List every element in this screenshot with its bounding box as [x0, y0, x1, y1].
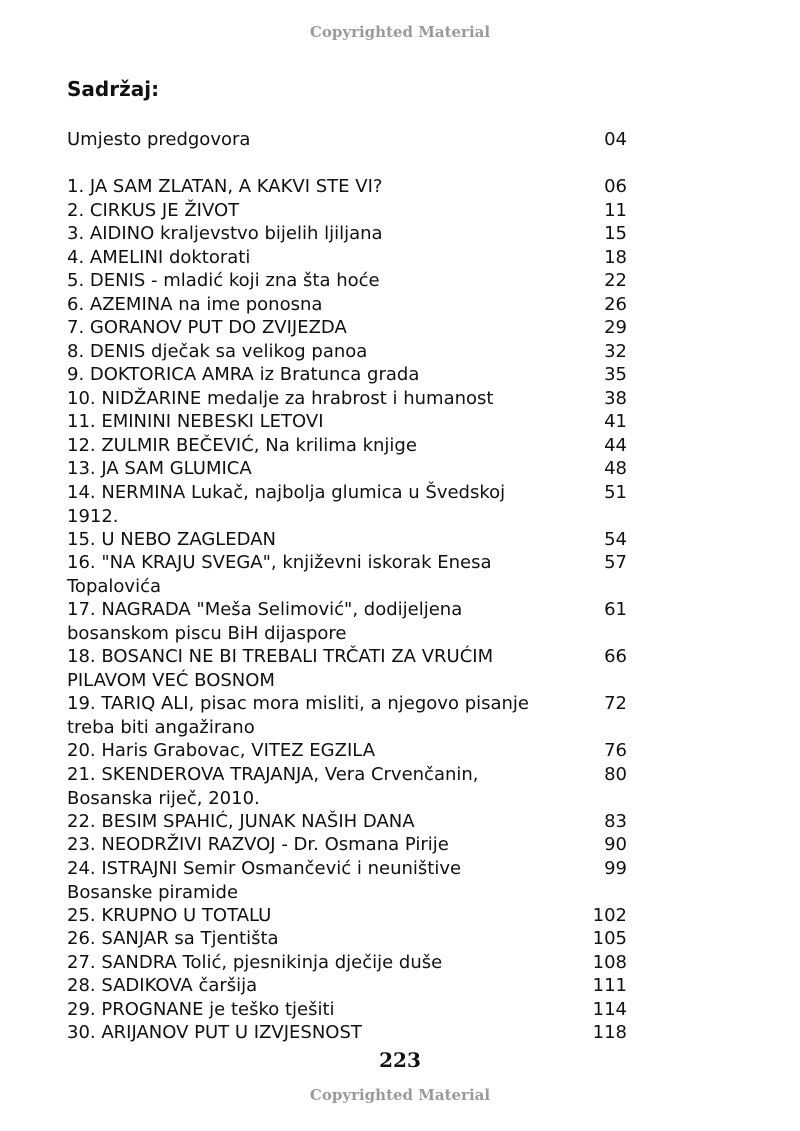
toc-entry — [67, 951, 627, 975]
toc-entry-page: 54 — [604, 529, 627, 550]
toc-entry-title: 20. Haris Grabovac, VITEZ EGZILA — [67, 740, 376, 761]
toc-entry-title: 4. AMELINI doktorati — [67, 247, 251, 268]
toc-entry-title: 13. JA SAM GLUMICA — [67, 458, 252, 479]
toc-entry-title: 8. DENIS dječak sa velikog panoa — [67, 341, 368, 362]
toc-entry-page: 83 — [604, 811, 627, 832]
toc-entry-title: 10. NIDŽARINE medalje za hrabrost i humanost — [67, 388, 494, 409]
toc-entry-title: 15. U NEBO ZAGLEDAN — [67, 529, 277, 550]
toc-entry-title: 28. SADIKOVA čaršija — [67, 975, 258, 996]
toc-entry-title: 25. KRUPNO U TOTALU — [67, 905, 272, 926]
toc-entry — [67, 739, 627, 763]
toc-entry — [67, 246, 627, 270]
toc-entry-page: 118 — [592, 1022, 627, 1043]
toc-entry — [67, 857, 627, 904]
toc-entry-page: 51 — [604, 482, 627, 503]
toc-entry-title: 5. DENIS - mladić koji zna šta hoće — [67, 270, 380, 291]
toc-entry-title: 1. JA SAM ZLATAN, A KAKVI STE VI? — [67, 176, 383, 197]
toc-entry-page: 32 — [604, 341, 627, 362]
toc-entry — [67, 410, 627, 434]
toc-entry-title: 11. EMININI NEBESKI LETOVI — [67, 411, 324, 432]
toc-entry-title: 26. SANJAR sa Tjentišta — [67, 928, 279, 949]
toc-entry-title: 14. NERMINA Lukač, najbolja glumica u Švedskoj 1912. — [67, 482, 506, 527]
toc-entry — [67, 340, 627, 364]
toc-entry-page: 06 — [604, 176, 627, 197]
toc-entry — [67, 293, 627, 317]
toc-entry — [67, 316, 627, 340]
toc-heading: Sadržaj: — [67, 77, 160, 101]
toc-entry — [67, 222, 627, 246]
toc-entry-page: 11 — [604, 200, 627, 221]
toc-entry-page: 76 — [604, 740, 627, 761]
toc-entry — [67, 363, 627, 387]
toc-entry — [67, 927, 627, 951]
toc-entry — [67, 833, 627, 857]
toc-entry-page: 29 — [604, 317, 627, 338]
toc-entry — [67, 175, 627, 199]
toc-entry-page: 48 — [604, 458, 627, 479]
toc-entry-title: 27. SANDRA Tolić, pjesnikinja dječije duše — [67, 952, 443, 973]
toc-entry-page: 26 — [604, 294, 627, 315]
toc-entry — [67, 269, 627, 293]
toc-entry-title: 18. BOSANCI NE BI TREBALI TRČATI ZA VRUĆIM PILAVOM VEĆ BOSNOM — [67, 646, 494, 691]
toc-entry-page: 35 — [604, 364, 627, 385]
toc-entry-title: 22. BESIM SPAHIĆ, JUNAK NAŠIH DANA — [67, 811, 415, 832]
toc-entry-page: 99 — [604, 858, 627, 879]
toc-entry — [67, 199, 627, 223]
toc-entry-page: 66 — [604, 646, 627, 667]
toc-entry — [67, 763, 627, 810]
toc-entry-page: 22 — [604, 270, 627, 291]
toc-entry-page: 111 — [592, 975, 627, 996]
toc-entry — [67, 1021, 627, 1045]
toc-entry — [67, 481, 627, 528]
toc-entry-title: 19. TARIQ ALI, pisac mora misliti, a njegovo pisanje treba biti angažirano — [67, 693, 530, 738]
toc-entry-title: 6. AZEMINA na ime ponosna — [67, 294, 323, 315]
page-number: 223 — [379, 1048, 421, 1072]
toc-entry-page: 44 — [604, 435, 627, 456]
toc-entry-page: 57 — [604, 552, 627, 573]
toc-entry-title: 9. DOKTORICA AMRA iz Bratunca grada — [67, 364, 420, 385]
toc-entry — [67, 528, 627, 552]
toc-entry-title: 16. "NA KRAJU SVEGA", književni iskorak Enesa Topalovića — [67, 552, 492, 597]
toc-entry — [67, 974, 627, 998]
toc-entry-page: 41 — [604, 411, 627, 432]
toc-entry-title: 3. AIDINO kraljevstvo bijelih ljiljana — [67, 223, 383, 244]
toc-entry — [67, 434, 627, 458]
toc-entry-page: 90 — [604, 834, 627, 855]
toc-entry-page: 38 — [604, 388, 627, 409]
toc-entry-page: 18 — [604, 247, 627, 268]
toc-entry-page: 15 — [604, 223, 627, 244]
toc-entry-page: 102 — [592, 905, 627, 926]
toc-entry-title: 2. CIRKUS JE ŽIVOT — [67, 200, 240, 221]
toc-entry-page: 72 — [604, 693, 627, 714]
toc-entry — [67, 810, 627, 834]
toc-entry-title: 29. PROGNANE je teško tješiti — [67, 999, 335, 1020]
toc-entry-page: 04 — [604, 129, 627, 150]
toc-entry-title: 24. ISTRAJNI Semir Osmančević i neuništive Bosanske piramide — [67, 858, 462, 903]
toc-entry — [67, 387, 627, 411]
toc-entry — [67, 551, 627, 598]
toc-entry-title: 23. NEODRŽIVI RAZVOJ - Dr. Osmana Pirije — [67, 834, 449, 855]
toc-entry-page: 108 — [592, 952, 627, 973]
toc-entry-title: Umjesto predgovora — [67, 129, 251, 150]
toc-entry-page: 105 — [592, 928, 627, 949]
watermark-bottom: Copyrighted Material — [309, 1086, 491, 1104]
toc-entry-page: 80 — [604, 764, 627, 785]
toc-entry — [67, 904, 627, 928]
toc-entry — [67, 598, 627, 645]
toc-entry — [67, 128, 627, 152]
watermark-top: Copyrighted Material — [309, 23, 491, 41]
toc-entry — [67, 457, 627, 481]
toc-entry-page: 61 — [604, 599, 627, 620]
toc-entry-title: 30. ARIJANOV PUT U IZVJESNOST — [67, 1022, 362, 1043]
toc-entry — [67, 692, 627, 739]
toc-entry-title: 21. SKENDEROVA TRAJANJA, Vera Crvenčanin, Bosanska riječ, 2010. — [67, 764, 479, 809]
toc-entry — [67, 645, 627, 692]
toc-entry-title: 7. GORANOV PUT DO ZVIJEZDA — [67, 317, 347, 338]
toc-entry-title: 17. NAGRADA "Meša Selimović", dodijeljena bosanskom piscu BiH dijaspore — [67, 599, 463, 644]
toc-entry-title: 12. ZULMIR BEČEVIĆ, Na krilima knjige — [67, 435, 417, 456]
toc-entry-page: 114 — [592, 999, 627, 1020]
toc-entry — [67, 998, 627, 1022]
